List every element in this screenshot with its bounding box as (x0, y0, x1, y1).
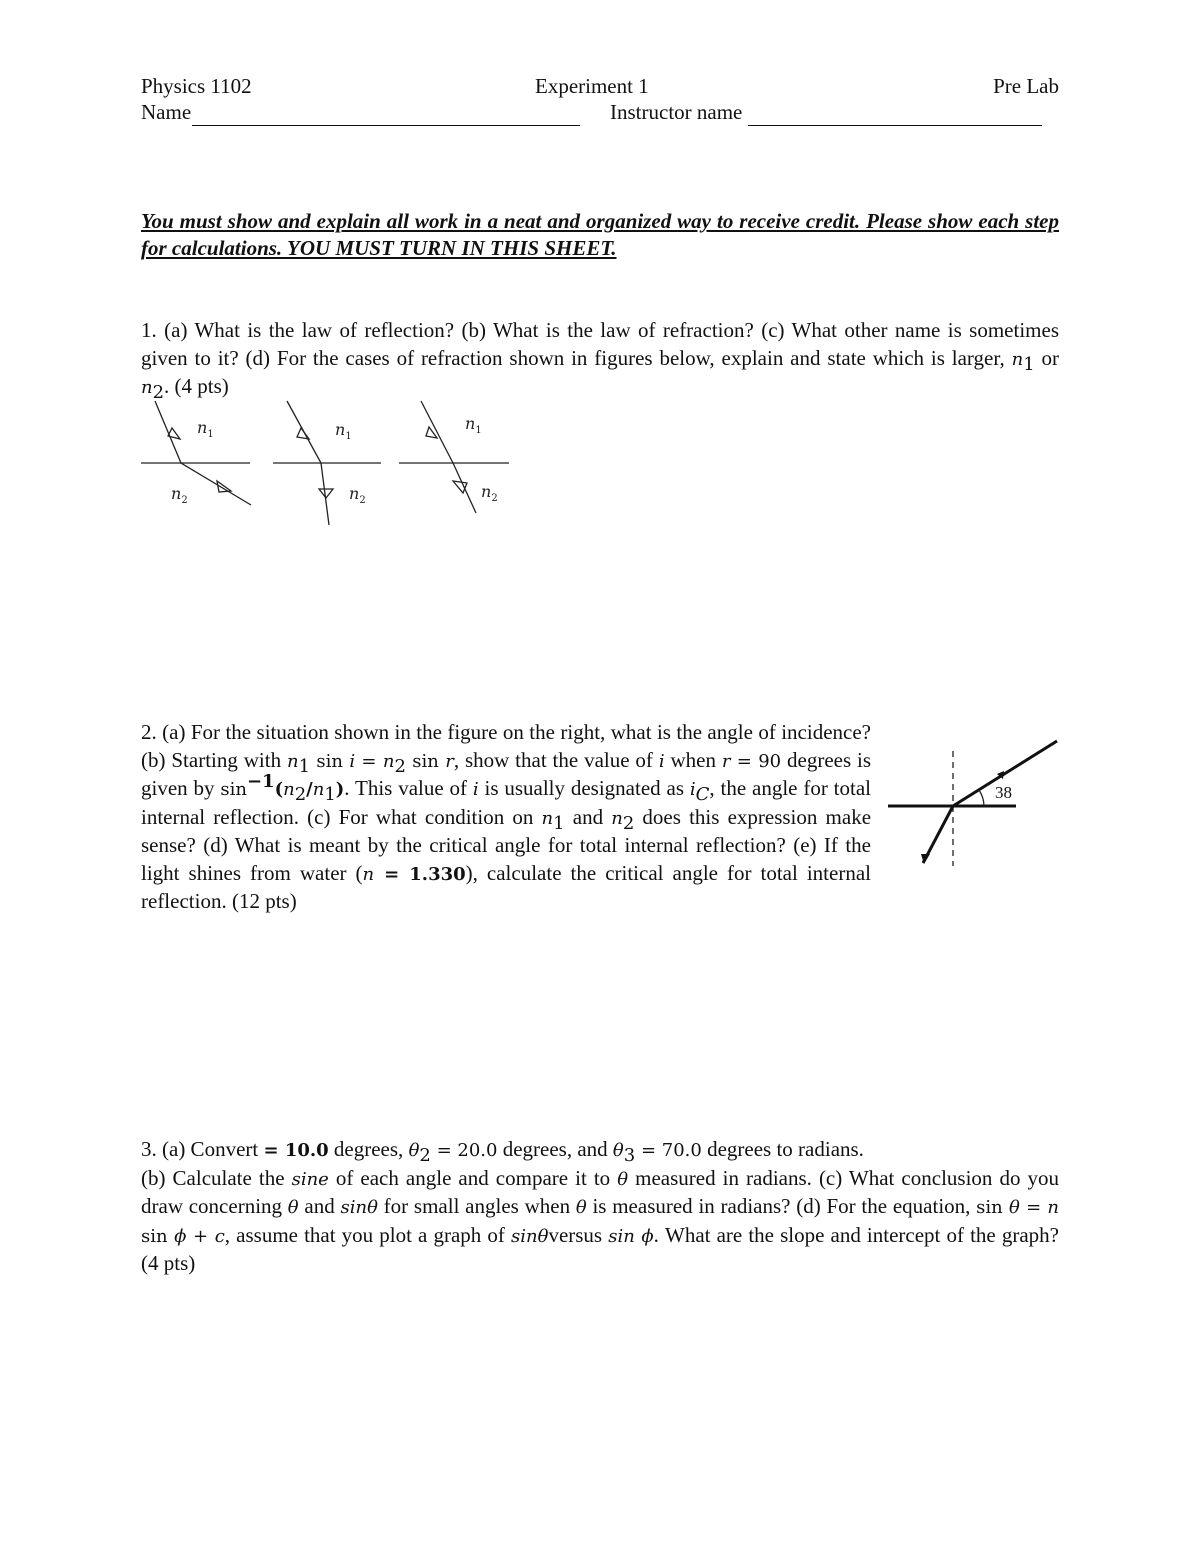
q2-sup: −1 (246, 771, 275, 792)
q3-sine: sine (291, 1168, 329, 1190)
q3-text-c: degrees, and (497, 1137, 613, 1161)
q2-paren-close: ) (335, 779, 345, 800)
q2-paren-open: ( (274, 779, 284, 800)
q3-eq-sin: sin (976, 1197, 1009, 1218)
experiment-title: Experiment 1 (535, 74, 649, 98)
q2-eq-i: i (349, 750, 356, 772)
q3-sintheta: sinθ (340, 1197, 378, 1218)
q2-ratio-n2: n (283, 779, 295, 800)
q3-theta-f: θ (1009, 1197, 1020, 1218)
q3-text-h: and (298, 1194, 341, 1218)
q2-text-a: 2. (a) For the situation shown in the figure on the right, what is the angle of incidence? (b) Starting with (141, 720, 871, 772)
angle-arc (979, 790, 984, 806)
q3-text-b: degrees, (328, 1137, 409, 1161)
q3-theta-e: θ (575, 1197, 587, 1218)
q2-eq-r: r (445, 750, 454, 772)
arrow-b2 (319, 489, 333, 498)
name-field[interactable] (192, 103, 580, 126)
q2-sin-inv: sin (220, 779, 247, 800)
q2-cond-n1: n (541, 807, 554, 829)
q1-n1-sub: 1 (1023, 353, 1035, 375)
fig-b-n2: $n_2$ (349, 484, 366, 506)
fig-b-n1: $n_1$ (335, 420, 352, 442)
q3-eq-n: n (1047, 1197, 1059, 1218)
q3-text-a: 3. (a) Convert (141, 1137, 264, 1161)
q3-sinphi: sin ϕ (608, 1225, 654, 1247)
name-label: Name (141, 100, 192, 124)
arrow-b1 (297, 428, 309, 439)
q1-points: . (4 pts) (164, 374, 229, 398)
q2-cond-n1-sub: 1 (553, 812, 565, 834)
angle-label: 38 (995, 783, 1012, 802)
q2-r-eq: = 90 (730, 750, 782, 772)
q2-water-value: = 1.330 (374, 863, 466, 885)
q3-theta-d: θ (287, 1197, 299, 1218)
q2-i2: i (472, 779, 479, 800)
q3-eq-plus: + (186, 1225, 215, 1247)
q3-theta-c: θ (617, 1168, 629, 1190)
instructor-label: Instructor name (610, 100, 743, 124)
q2-text-b: , show that the value of (453, 747, 659, 772)
question-3 (141, 1136, 1059, 1278)
q3-eq-sin2: sin (141, 1225, 175, 1247)
q2-text-i: does this expression make sense? (d) What is meant by the critical angle for total internal reflection? (e) If the light shines from water ( (141, 804, 872, 885)
q3-theta3-sub: 3 (623, 1145, 636, 1167)
q2-ic: i (689, 779, 696, 800)
instructor-field-group (610, 98, 1042, 126)
q2-cond-n2-sub: 2 (622, 812, 635, 834)
q2-eq-n2: n (382, 750, 395, 772)
q3-text-g: measured in radians. (c) What conclusion do you draw concerning (141, 1165, 1060, 1218)
q3-phi: ϕ (174, 1225, 187, 1247)
q2-i: i (658, 750, 665, 772)
q3-sintheta-b: sinθ (511, 1225, 549, 1247)
q3-text-k: , assume that you plot a graph of (224, 1222, 511, 1247)
q3-eq-c: = 70.0 (635, 1140, 702, 1161)
q2-slash: / (306, 779, 313, 800)
q3-text-f: of each angle and compare it to (328, 1165, 618, 1190)
q1-text-or: or (1034, 345, 1059, 370)
q3-theta2-sub: 2 (419, 1145, 431, 1167)
q2-text-d: degrees is given by (141, 747, 872, 800)
instructions: You must show and explain all work in a neat and organized way to receive credit. Please show each step for calculations. YOU MUST TURN IN THIS SHEET. (141, 209, 1059, 260)
q1-text: 1. (a) What is the law of reflection? (b) What is the law of refraction? (c) What other name is sometimes given to it? (d) For the cases of refraction shown in figures below, explain and state which is larger, (141, 318, 1059, 370)
fig-a-n2: $n_2$ (171, 484, 188, 506)
fig-a-n1: $n_1$ (197, 418, 214, 440)
q3-eq-equals: = (1019, 1197, 1048, 1218)
q2-text-j: ), calculate the critical angle for total internal reflection. (12 pts) (141, 860, 871, 913)
q2-text-c: when (664, 747, 722, 772)
q2-ic-sub: C (695, 784, 710, 806)
q3-eq-c-var: c (214, 1225, 225, 1247)
q3-theta: θ (408, 1140, 420, 1161)
fig-c-n1: $n_1$ (465, 414, 482, 436)
q3-text-l: . What are the slope and intercept of the graph? (4 pts) (141, 1222, 1059, 1275)
q3-eq-a: = 10.0 (263, 1140, 329, 1161)
name-field-group (141, 98, 580, 126)
refraction-figures (141, 395, 521, 530)
fig-c-n2: $n_2$ (481, 482, 498, 504)
q2-ratio-n1-sub: 1 (324, 784, 336, 806)
q3-theta-b: θ (612, 1140, 624, 1161)
q2-text-h: and (564, 804, 612, 829)
q2-cond-n2: n (611, 807, 623, 829)
q2-ratio-n2-sub: 2 (294, 784, 307, 806)
arrow-c2 (453, 481, 467, 493)
q1-n1: n (1011, 348, 1024, 370)
q2-text-f: is usually designated as (478, 776, 690, 800)
q2-text-g: , the angle for total internal reflection. (c) For what condition on (141, 776, 871, 829)
course-title: Physics 1102 (141, 74, 252, 98)
q3-eq-b: = 20.0 (430, 1140, 498, 1161)
q3-text-e: (b) Calculate the (141, 1165, 292, 1190)
q1-n2-sub: 2 (152, 382, 165, 404)
q3-text-i: for small angles when (377, 1194, 576, 1218)
q2-eq-n1-sub: 1 (298, 755, 311, 777)
q2-text-e: . This value of (344, 776, 473, 800)
instructor-field[interactable] (748, 103, 1042, 126)
q2-r: r (721, 750, 731, 772)
q2-eq-equals: = (355, 750, 383, 772)
q3-text-d: degrees to radians. (701, 1137, 864, 1161)
q3-text-j: is measured in radians? (d) For the equation, (586, 1194, 977, 1218)
q3-versus: versus (548, 1222, 609, 1247)
q1-n2: n (141, 377, 153, 398)
lab-type: Pre Lab (993, 74, 1059, 98)
q2-eq-sin: sin (310, 750, 350, 772)
incidence-figure (885, 736, 1065, 871)
q2-water-n: n (362, 863, 375, 885)
ray-a (155, 401, 251, 505)
question-2 (141, 719, 871, 916)
q2-eq-n2-sub: 2 (394, 755, 406, 777)
q2-eq-sin-r: sin (405, 750, 446, 772)
question-1 (141, 317, 1059, 402)
q2-ratio-n1: n (312, 779, 325, 800)
q2-eq-n1: n (286, 750, 299, 772)
